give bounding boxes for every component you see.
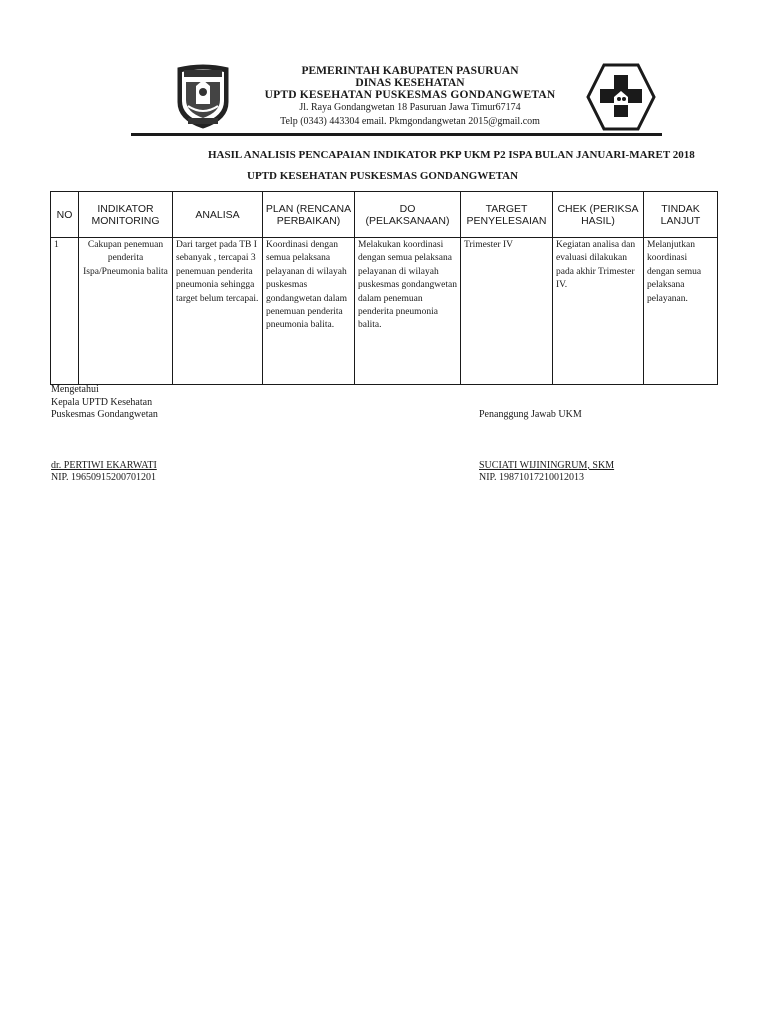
- cell-tindak-lanjut: Melanjutkan koordinasi dengan semua pelaksana pelayanan.: [644, 238, 718, 385]
- unit-name: UPTD KESEHATAN PUSKESMAS GONDANGWETAN: [264, 89, 556, 101]
- cell-target: Trimester IV: [461, 238, 553, 385]
- header-analisa: ANALISA: [173, 192, 263, 238]
- address-line: Jl. Raya Gondangwetan 18 Pasuruan Jawa Timur67174: [299, 102, 521, 113]
- regency-emblem-icon: [174, 62, 232, 130]
- table-row: [51, 238, 718, 385]
- acknowledged-label: Mengetahui: [51, 384, 99, 395]
- letterhead: [0, 0, 768, 140]
- puskesmas-logo-icon: [586, 63, 656, 131]
- right-signer-name: SUCIATI WIJININGRUM, SKM: [479, 460, 615, 471]
- cell-chek: Kegiatan analisa dan evaluasi dilakukan pada akhir Trimester IV.: [553, 238, 644, 385]
- letterhead-divider: [131, 133, 662, 136]
- left-signer-role-2: Puskesmas Gondangwetan: [51, 409, 158, 420]
- cell-no: 1: [51, 238, 79, 385]
- government-name: PEMERINTAH KABUPATEN PASURUAN: [301, 65, 519, 77]
- right-signer-nip: NIP. 19871017210012013: [479, 472, 585, 483]
- header-chek: CHEK (PERIKSA HASIL): [553, 192, 644, 238]
- header-tindak-lanjut: TINDAK LANJUT: [644, 192, 718, 238]
- header-target: TARGET PENYELESAIAN: [461, 192, 553, 238]
- cell-plan: Koordinasi dengan semua pelaksana pelayanan di wilayah puskesmas gondangwetan dalam penemuan penderita pneumonia balita.: [263, 238, 355, 385]
- cell-do: Melakukan koordinasi dengan semua pelaksana pelayanan di wilayah puskesmas gondangwetan dalam penemuan penderita pneumonia balita.: [355, 238, 461, 385]
- header-do: DO (PELAKSANAAN): [355, 192, 461, 238]
- left-signer-name: dr. PERTIWI EKARWATI: [51, 460, 157, 471]
- contact-line: Telp (0343) 443304 email. Pkmgondangwetan 2015@gmail.com: [280, 116, 540, 127]
- document-subtitle: UPTD KESEHATAN PUSKESMAS GONDANGWETAN: [247, 170, 519, 182]
- header-plan: PLAN (RENCANA PERBAIKAN): [263, 192, 355, 238]
- left-signer-role-1: Kepala UPTD Kesehatan: [51, 397, 153, 408]
- table-header-row: [51, 192, 718, 238]
- right-signer-role: Penanggung Jawab UKM: [479, 409, 582, 420]
- cell-analisa: Dari target pada TB I sebanyak , tercapai 3 penemuan penderita pneumonia sehingga target belum tercapai.: [173, 238, 263, 385]
- department-name: DINAS KESEHATAN: [355, 77, 465, 89]
- analysis-table: [50, 191, 718, 385]
- document-title: HASIL ANALISIS PENCAPAIAN INDIKATOR PKP UKM P2 ISPA BULAN JANUARI-MARET 2018: [208, 149, 695, 161]
- header-no: NO: [51, 192, 79, 238]
- cell-indikator: Cakupan penemuan penderita Ispa/Pneumonia balita: [79, 238, 173, 385]
- left-signer-nip: NIP. 19650915200701201: [51, 472, 157, 483]
- header-indikator: INDIKATOR MONITORING: [79, 192, 173, 238]
